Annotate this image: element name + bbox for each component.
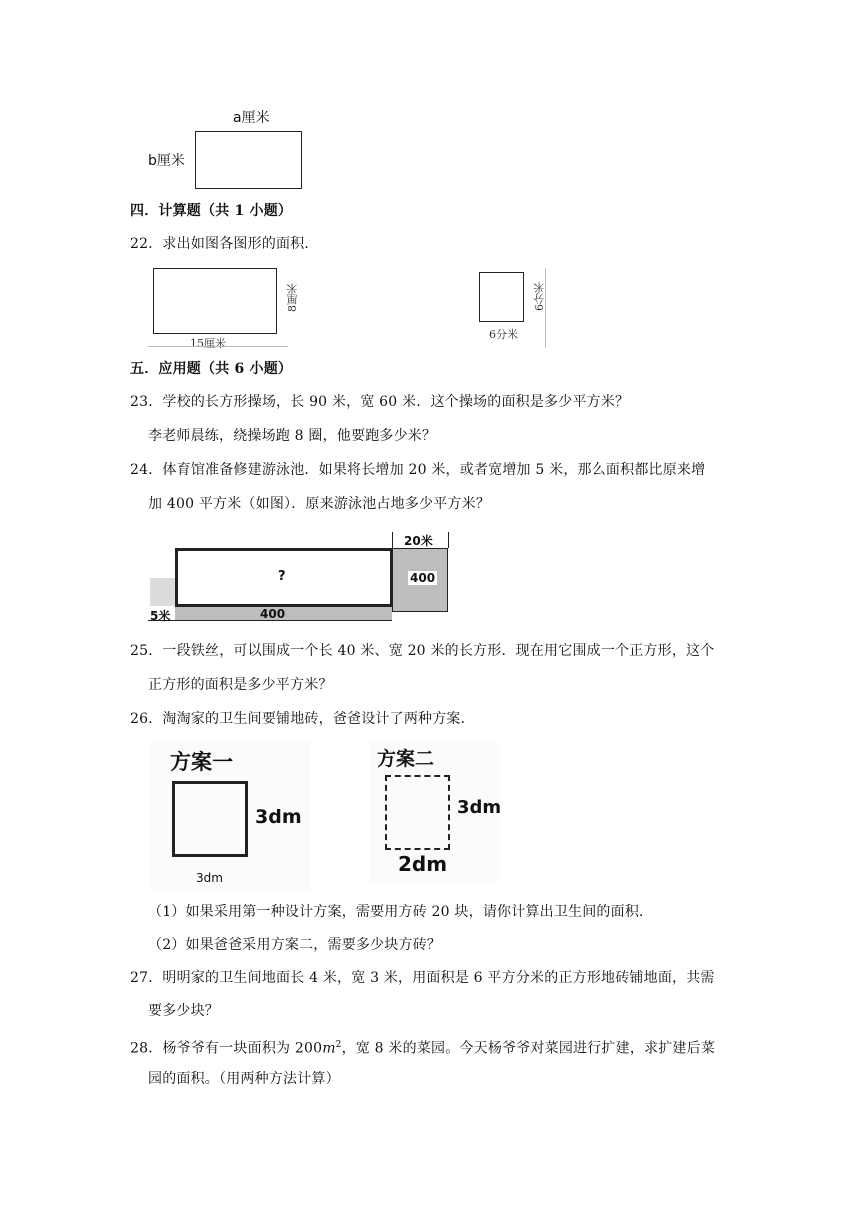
question-26-sub1: （1）如果采用第一种设计方案，需要用方砖 20 块，请你计算出卫生间的面积． — [148, 904, 654, 920]
question-23-line2: 李老师晨练，绕操场跑 8 圈，他要跑多少米？ — [148, 428, 437, 444]
rectangle-shape — [195, 131, 302, 189]
plan1-title: 方案一 — [170, 750, 233, 774]
height-label: b厘米 — [148, 153, 185, 169]
q24-left-bottom-label: 5米 — [150, 609, 171, 623]
section-4-heading: 四．计算题（共 1 小题） — [130, 203, 293, 219]
question-23-line1: 23．学校的长方形操场，长 90 米，宽 60 米．这个操场的面积是多少平方米？ — [130, 394, 630, 410]
question-27-line1: 27．明明家的卫生间地面长 4 米，宽 3 米，用面积是 6 平方分米的正方形地砖铺地面，共需 — [130, 970, 715, 986]
plan1-square — [172, 781, 248, 857]
question-24-line2: 加 400 平方米（如图）．原来游泳池占地多少平方米？ — [148, 496, 491, 512]
question-25-line2: 正方形的面积是多少平方米？ — [148, 677, 333, 693]
question-24-line1: 24．体育馆准备修建游泳池．如果将长增加 20 米，或者宽增加 5 米，那么面积都比原来增 — [130, 462, 706, 478]
q24-unknown-area: ? — [278, 569, 286, 584]
question-27-line2: 要多少块？ — [148, 1003, 219, 1019]
question-22: 22．求出如图各图形的面积． — [130, 236, 319, 252]
q22-square-bottom-label: 6分米 — [489, 328, 518, 341]
plan1-side-label: 3dm — [255, 806, 302, 828]
q22-square-side-label: 6分米 — [533, 282, 546, 311]
q24-top-right-label: 20米 — [404, 534, 433, 548]
question-28-line2: 园的面积。（用两种方法计算） — [148, 1071, 340, 1087]
q22-rectangle — [153, 268, 277, 334]
q22-rect-width-label: 15厘米 — [190, 337, 226, 350]
plan2-side-label: 3dm — [457, 797, 502, 818]
q28-text-before: 28．杨爷爷有一块面积为 200 — [130, 1040, 323, 1057]
q22-rect-divider — [148, 346, 288, 347]
section-5-heading: 五．应用题（共 6 小题） — [130, 361, 293, 377]
question-28-line1 — [130, 1035, 715, 1059]
q22-square-divider — [545, 268, 546, 348]
q24-bottom-area-label: 400 — [260, 607, 286, 621]
q24-left-shade — [150, 578, 175, 606]
q28-text-after: ，宽 8 米的菜园。今天杨爷爷对菜园进行扩建，求扩建后菜 — [341, 1040, 716, 1057]
question-25-line1: 25．一段铁丝，可以围成一个长 40 米、宽 20 米的长方形．现在用它围成一个正方形，这个 — [130, 643, 715, 659]
plan2-rectangle — [385, 775, 450, 850]
width-label: a厘米 — [233, 110, 270, 126]
q28-unit: m — [322, 1040, 336, 1057]
question-26-sub2: （2）如果爸爸采用方案二，需要多少块方砖？ — [148, 937, 442, 953]
question-26: 26．淘淘家的卫生间要铺地砖，爸爸设计了两种方案． — [130, 711, 475, 727]
q28-unit-power: 2 — [335, 1040, 342, 1050]
q22-square — [479, 272, 524, 322]
q24-top-divider-right — [448, 532, 449, 548]
plan2-title: 方案二 — [377, 748, 435, 770]
q24-right-area-label: 400 — [410, 571, 436, 585]
plan2-bottom-label: 2dm — [398, 852, 448, 876]
q24-top-divider-left — [392, 532, 393, 548]
plan1-bottom-label: 3dm — [196, 871, 223, 885]
q22-rect-height-label: 8厘米 — [286, 283, 299, 312]
